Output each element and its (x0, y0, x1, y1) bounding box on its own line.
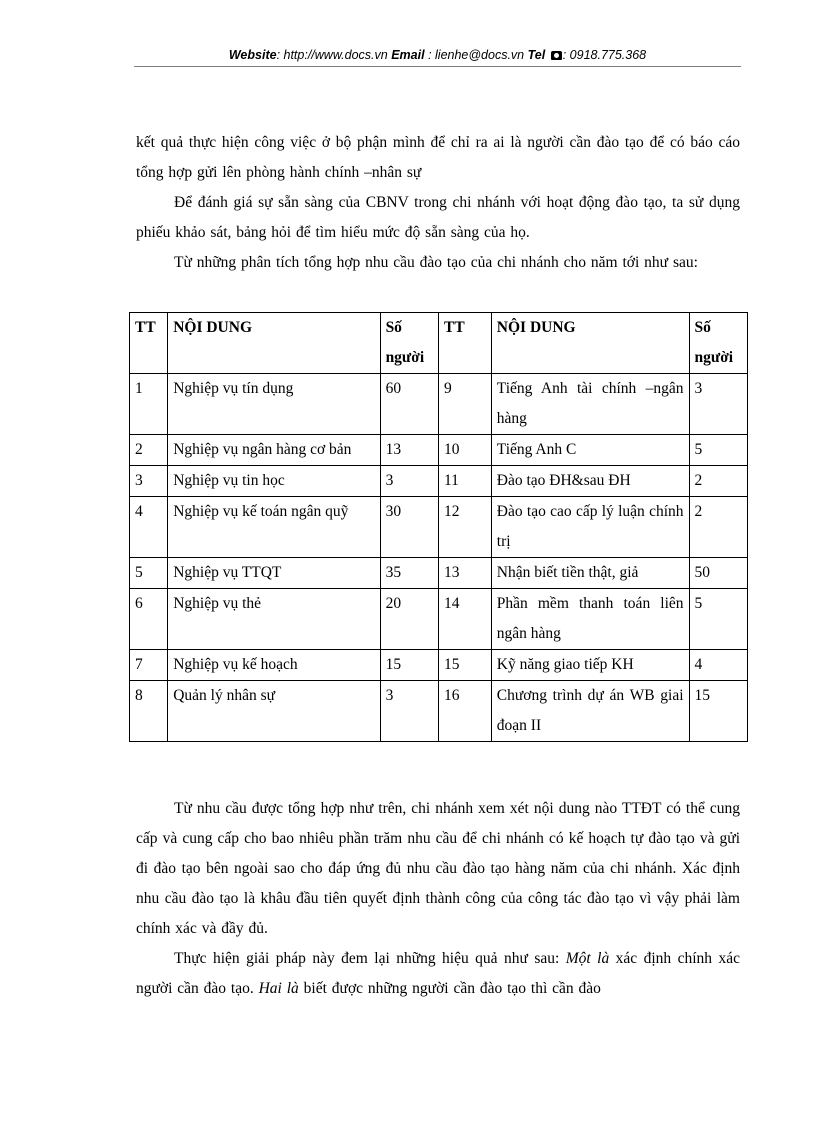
cell-noi-dung-2: Nhận biết tiền thật, giả (491, 558, 689, 589)
tel-label: Tel (527, 48, 546, 62)
cell-so-nguoi-2: 5 (689, 589, 747, 650)
table-row (130, 497, 748, 558)
cell-so-nguoi: 35 (380, 558, 438, 589)
cell-noi-dung-2: Kỹ năng giao tiếp KH (491, 650, 689, 681)
page-header (134, 46, 741, 67)
cell-so-nguoi-2: 2 (689, 497, 747, 558)
table-row (130, 435, 748, 466)
cell-tt: 5 (130, 558, 168, 589)
table-header-row (130, 313, 748, 374)
table-row (130, 650, 748, 681)
cell-noi-dung-2: Phần mềm thanh toán liên ngân hàng (491, 589, 689, 650)
header-tt: TT (130, 313, 168, 374)
table-row (130, 589, 748, 650)
paragraph-1: kết quả thực hiện công việc ở bộ phận mình để chỉ ra ai là người cần đào tạo để có báo cáo tổng hợp gửi lên phòng hành chính –nhân sự (136, 134, 740, 181)
cell-so-nguoi-2: 2 (689, 466, 747, 497)
cell-noi-dung-2: Chương trình dự án WB giai đoạn II (491, 681, 689, 742)
cell-noi-dung: Nghiệp vụ tín dụng (168, 374, 380, 435)
cell-tt-2: 15 (438, 650, 491, 681)
cell-tt-2: 13 (438, 558, 491, 589)
paragraph-3 (136, 248, 740, 278)
header-noi-dung-2: NỘI DUNG (491, 313, 689, 374)
cell-so-nguoi-2: 3 (689, 374, 747, 435)
header-tt-2: TT (438, 313, 491, 374)
cell-tt: 3 (130, 466, 168, 497)
cell-tt-2: 14 (438, 589, 491, 650)
cell-tt-2: 16 (438, 681, 491, 742)
table-row (130, 558, 748, 589)
cell-noi-dung-2: Đào tạo ĐH&sau ĐH (491, 466, 689, 497)
cell-noi-dung-2: Đào tạo cao cấp lý luận chính trị (491, 497, 689, 558)
cell-tt: 2 (130, 435, 168, 466)
cell-so-nguoi: 13 (380, 435, 438, 466)
cell-tt-2: 11 (438, 466, 491, 497)
cell-so-nguoi: 30 (380, 497, 438, 558)
paragraph-5 (136, 944, 740, 1004)
cell-so-nguoi: 3 (380, 681, 438, 742)
cell-noi-dung: Quản lý nhân sự (168, 681, 380, 742)
header-noi-dung: NỘI DUNG (168, 313, 380, 374)
website-value: : http://www.docs.vn (276, 48, 388, 62)
cell-so-nguoi-2: 5 (689, 435, 747, 466)
paragraph-5-emphasis-2: Hai là (258, 980, 299, 997)
cell-noi-dung: Nghiệp vụ ngân hàng cơ bản (168, 435, 380, 466)
cell-so-nguoi-2: 15 (689, 681, 747, 742)
cell-so-nguoi: 20 (380, 589, 438, 650)
cell-noi-dung: Nghiệp vụ TTQT (168, 558, 380, 589)
cell-tt-2: 10 (438, 435, 491, 466)
cell-tt: 7 (130, 650, 168, 681)
paragraph-5-emphasis-1: Một là (565, 950, 610, 967)
cell-noi-dung-2: Tiếng Anh C (491, 435, 689, 466)
cell-noi-dung: Nghiệp vụ kế hoạch (168, 650, 380, 681)
cell-tt: 8 (130, 681, 168, 742)
email-value: : lienhe@docs.vn (428, 48, 525, 62)
header-so-nguoi-2: Số người (689, 313, 747, 374)
paragraph-4 (136, 794, 740, 944)
table-row (130, 374, 748, 435)
cell-tt: 4 (130, 497, 168, 558)
paragraph-5-text-c: xác định chính xác người cần đào tạo. (136, 950, 740, 997)
cell-so-nguoi-2: 4 (689, 650, 747, 681)
phone-icon (551, 51, 562, 60)
cell-tt-2: 9 (438, 374, 491, 435)
paragraph-5-text-e: biết được những người cần đào tạo thì cần đào (298, 980, 601, 997)
cell-so-nguoi: 3 (380, 466, 438, 497)
cell-so-nguoi: 15 (380, 650, 438, 681)
website-label: Website (228, 48, 277, 62)
email-label: Email (391, 48, 425, 62)
tel-value: : 0918.775.368 (562, 48, 647, 62)
training-needs-table (129, 312, 748, 742)
cell-noi-dung: Nghiệp vụ tin học (168, 466, 380, 497)
cell-so-nguoi: 60 (380, 374, 438, 435)
paragraph-5-text-a: Thực hiện giải pháp này đem lại những hiệu quả như sau: (174, 950, 566, 967)
header-so-nguoi: Số người (380, 313, 438, 374)
table-row (130, 466, 748, 497)
paragraph-3-text: Từ những phân tích tổng hợp nhu cầu đào tạo của chi nhánh cho năm tới như sau: (174, 254, 698, 271)
paragraph-2 (136, 188, 740, 248)
cell-noi-dung: Nghiệp vụ thẻ (168, 589, 380, 650)
paragraph-2-text: Để đánh giá sự sẵn sàng của CBNV trong chi nhánh với hoạt động đào tạo, ta sử dụng phiếu khảo sát, bảng hỏi để tìm hiểu mức độ sẵn sàng của họ. (136, 194, 740, 241)
cell-noi-dung-2: Tiếng Anh tài chính –ngân hàng (491, 374, 689, 435)
cell-noi-dung: Nghiệp vụ kế toán ngân quỹ (168, 497, 380, 558)
cell-so-nguoi-2: 50 (689, 558, 747, 589)
cell-tt: 1 (130, 374, 168, 435)
table-row (130, 681, 748, 742)
paragraph-4-text: Từ nhu cầu được tổng hợp như trên, chi nhánh xem xét nội dung nào TTĐT có thể cung cấp và cung cấp cho bao nhiêu phần trăm nhu cầu để chi nhánh có kế hoạch tự đào tạo và gửi đi đào tạo bên ngoài sao cho đáp ứng đủ nhu cầu đào tạo hàng năm của chi nhánh. Xác định nhu cầu đào tạo là khâu đầu tiên quyết định thành công của công tác đào tạo vì vậy phải làm chính xác và đầy đủ. (136, 800, 740, 937)
cell-tt: 6 (130, 589, 168, 650)
cell-tt-2: 12 (438, 497, 491, 558)
